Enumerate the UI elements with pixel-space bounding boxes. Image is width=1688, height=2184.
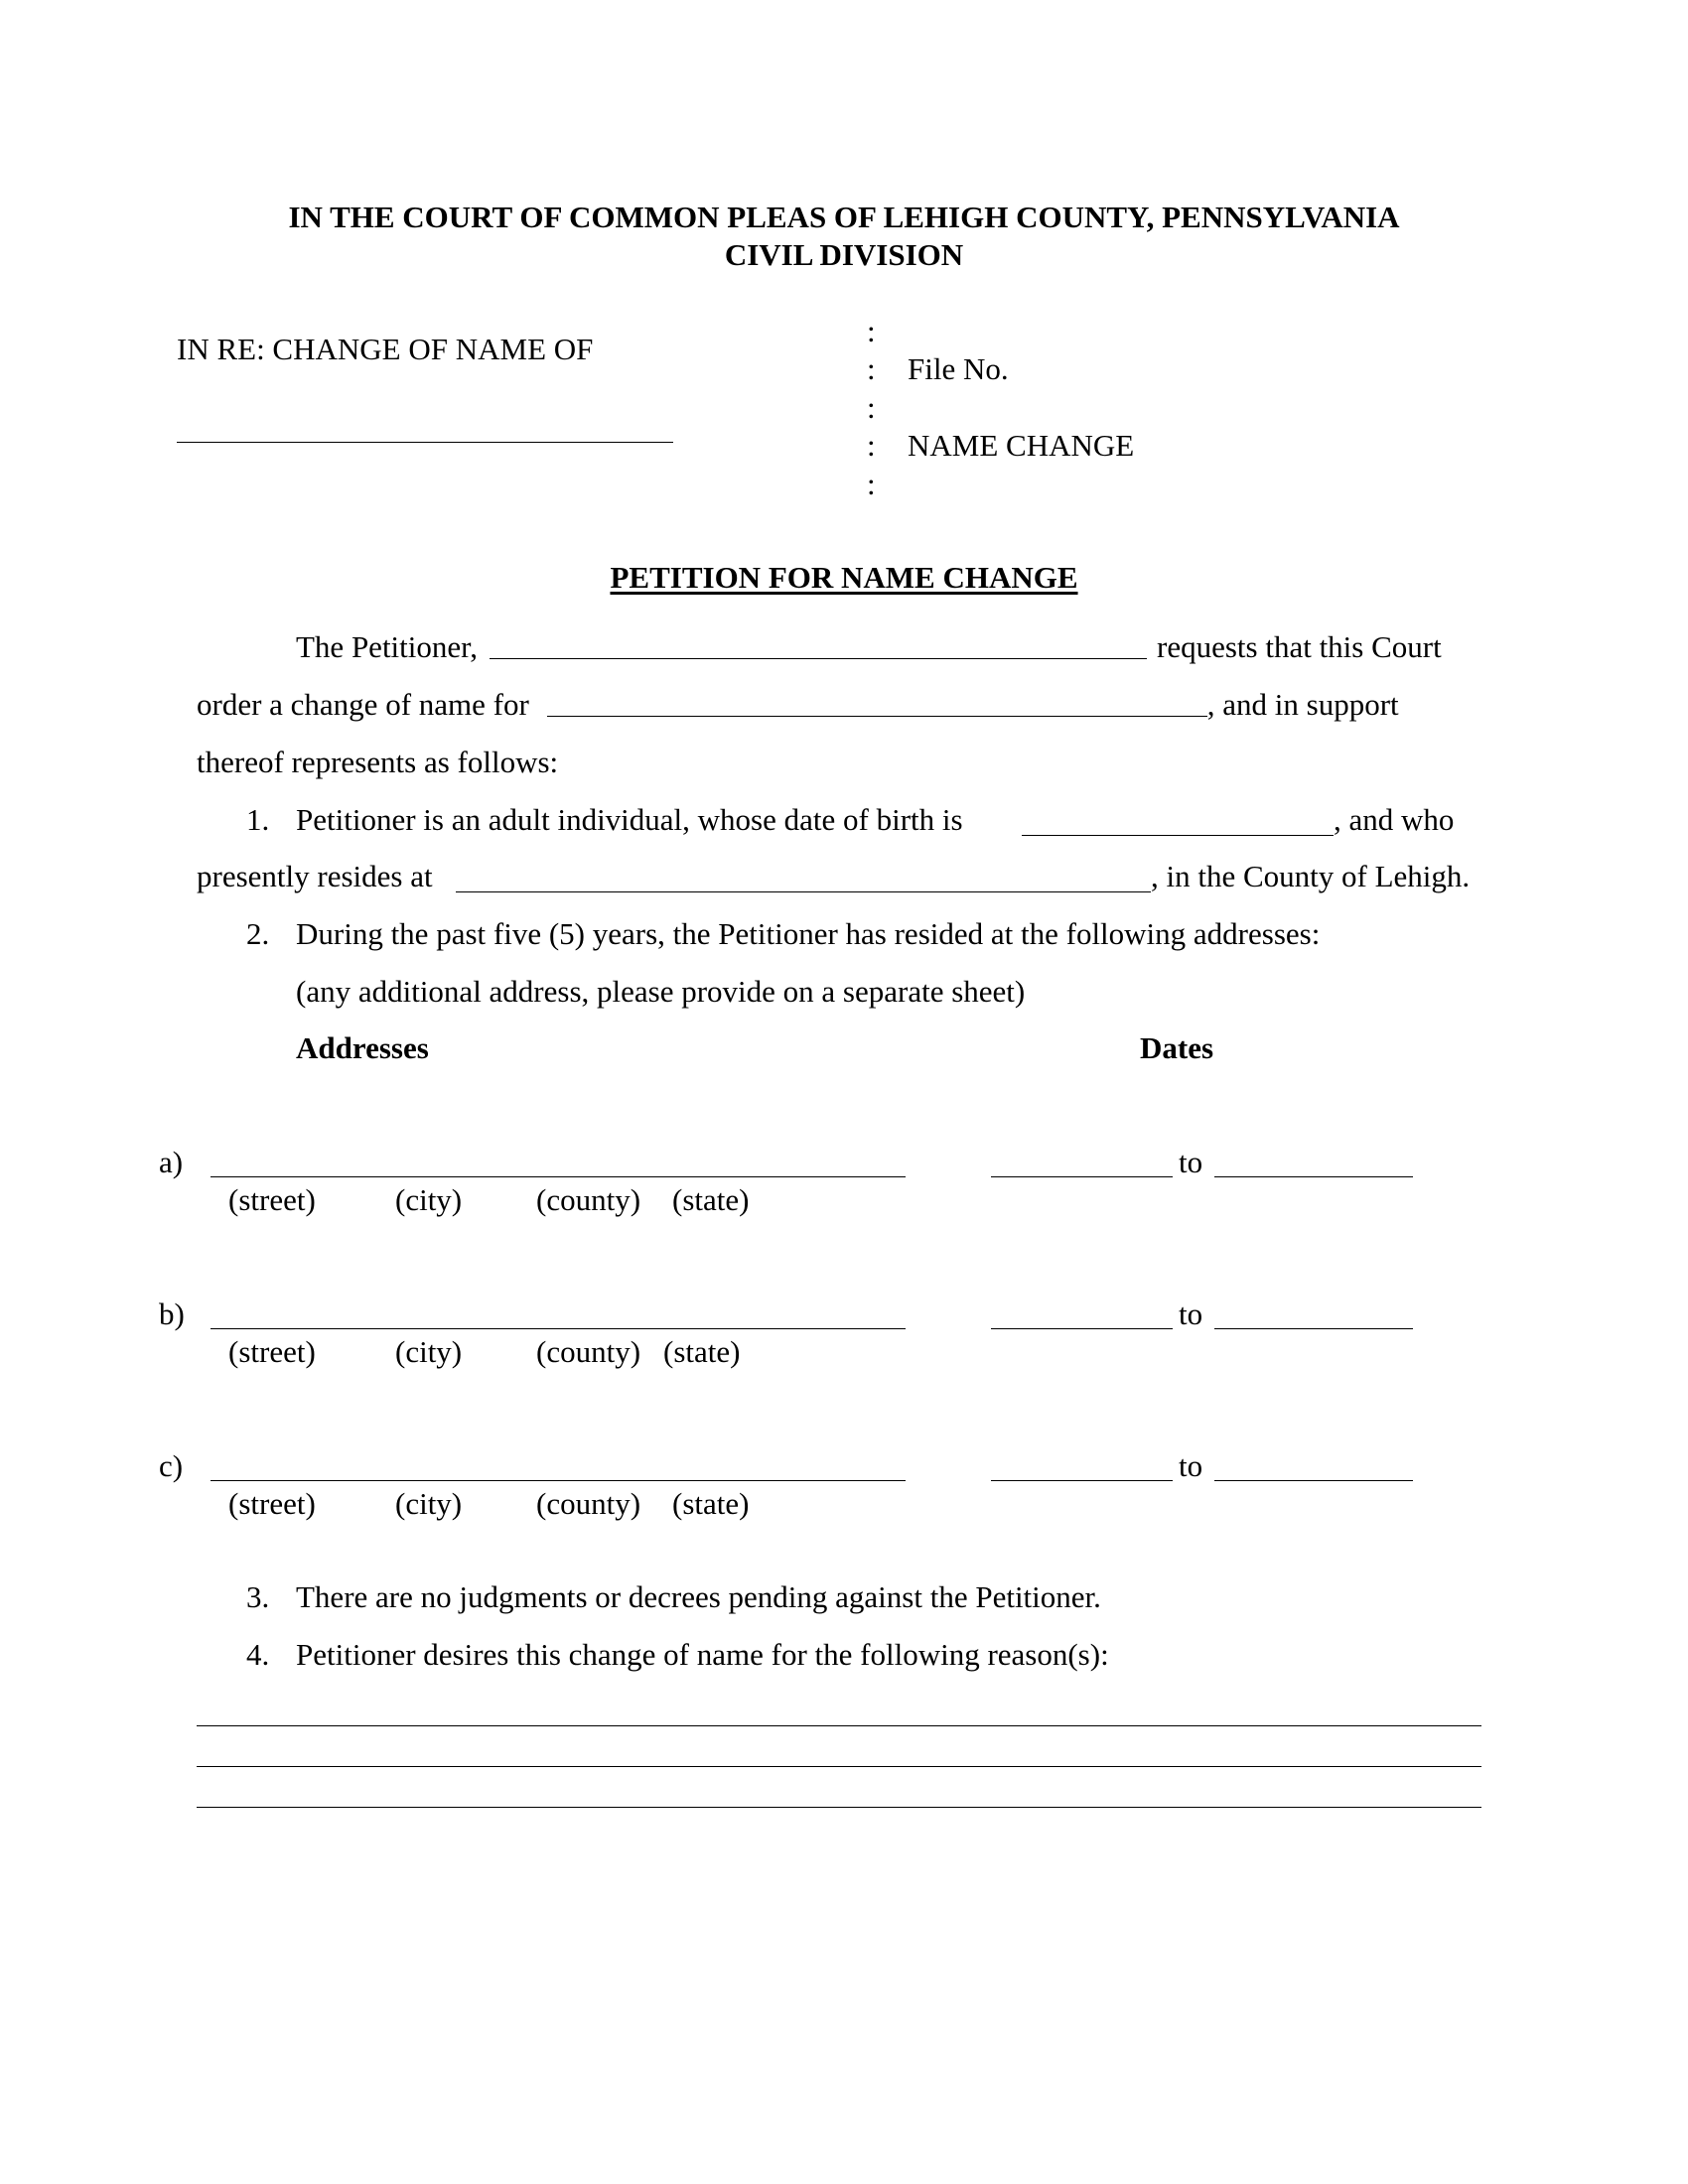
intro-text-2: requests that this Court	[1157, 629, 1442, 664]
county-label: (county)	[536, 1334, 641, 1369]
state-label: (state)	[663, 1334, 741, 1369]
intro-line-2	[197, 686, 1481, 723]
intro-line-1	[197, 628, 1481, 665]
case-type-label: NAME CHANGE	[908, 428, 1135, 463]
intro-text-4: , and in support	[1206, 687, 1399, 722]
county-label: (county)	[536, 1486, 641, 1521]
addresses-column-header: Addresses	[296, 1030, 429, 1065]
caption-separator: :	[867, 314, 876, 348]
date-from-field[interactable]	[991, 1480, 1173, 1481]
street-label: (street)	[228, 1486, 316, 1521]
to-label: to	[1179, 1448, 1203, 1483]
caption-separator: :	[867, 428, 876, 463]
court-heading: IN THE COURT OF COMMON PLEAS OF LEHIGH COUNTY, PENNSYLVANIA	[288, 200, 1400, 234]
caption-separator: :	[867, 390, 876, 425]
date-to-field[interactable]	[1214, 1176, 1413, 1177]
to-label: to	[1179, 1145, 1203, 1179]
in-re-label: IN RE: CHANGE OF NAME OF	[177, 332, 594, 366]
item-1-text-c: presently resides at	[197, 859, 433, 893]
petitioner-name-field[interactable]	[177, 442, 673, 443]
date-to-field[interactable]	[1214, 1328, 1413, 1329]
intro-text-5: thereof represents as follows:	[197, 745, 559, 779]
division-heading: CIVIL DIVISION	[724, 237, 964, 272]
state-label: (state)	[672, 1486, 750, 1521]
row-label: c)	[159, 1448, 184, 1483]
item-4-number: 4.	[246, 1637, 270, 1672]
item-2-number: 2.	[246, 916, 270, 951]
county-label: (county)	[536, 1182, 641, 1217]
date-from-field[interactable]	[991, 1176, 1173, 1177]
dates-column-header: Dates	[1140, 1030, 1214, 1065]
to-label: to	[1179, 1297, 1203, 1331]
address-field[interactable]	[211, 1176, 906, 1177]
petition-title: PETITION FOR NAME CHANGE	[610, 560, 1078, 595]
reason-line-3[interactable]	[197, 1807, 1481, 1808]
city-label: (city)	[395, 1486, 463, 1521]
street-label: (street)	[228, 1334, 316, 1369]
intro-text-3: order a change of name for	[197, 687, 529, 722]
address-field[interactable]	[211, 1480, 906, 1481]
row-label: b)	[159, 1297, 185, 1331]
reason-line-1[interactable]	[197, 1725, 1481, 1726]
item-3-text: There are no judgments or decrees pending against the Petitioner.	[296, 1579, 1101, 1614]
reason-line-2[interactable]	[197, 1766, 1481, 1767]
item-1-text-b: , and who	[1334, 802, 1455, 837]
city-label: (city)	[395, 1334, 463, 1369]
caption-separator: :	[867, 351, 876, 386]
city-label: (city)	[395, 1182, 463, 1217]
item-2-text: During the past five (5) years, the Petitioner has resided at the following addresses:	[296, 916, 1321, 951]
item-1-number: 1.	[246, 802, 270, 837]
address-field[interactable]	[211, 1328, 906, 1329]
petitioner-name-blank[interactable]	[490, 657, 1147, 659]
state-label: (state)	[672, 1182, 750, 1217]
residence-address-field[interactable]	[456, 891, 1151, 892]
intro-text-1: The Petitioner,	[296, 629, 478, 664]
street-label: (street)	[228, 1182, 316, 1217]
item-2-note: (any additional address, please provide on a separate sheet)	[296, 974, 1026, 1009]
new-name-blank[interactable]	[547, 715, 1207, 717]
caption-separator: :	[867, 467, 876, 501]
date-to-field[interactable]	[1214, 1480, 1413, 1481]
item-3-number: 3.	[246, 1579, 270, 1614]
item-1-text: Petitioner is an adult individual, whose date of birth is	[296, 802, 963, 837]
item-1-text-d: , in the County of Lehigh.	[1151, 859, 1471, 893]
date-from-field[interactable]	[991, 1328, 1173, 1329]
row-label: a)	[159, 1145, 184, 1179]
file-no-label: File No.	[908, 351, 1009, 386]
item-4-text: Petitioner desires this change of name for the following reason(s):	[296, 1637, 1109, 1672]
date-of-birth-field[interactable]	[1022, 835, 1334, 836]
